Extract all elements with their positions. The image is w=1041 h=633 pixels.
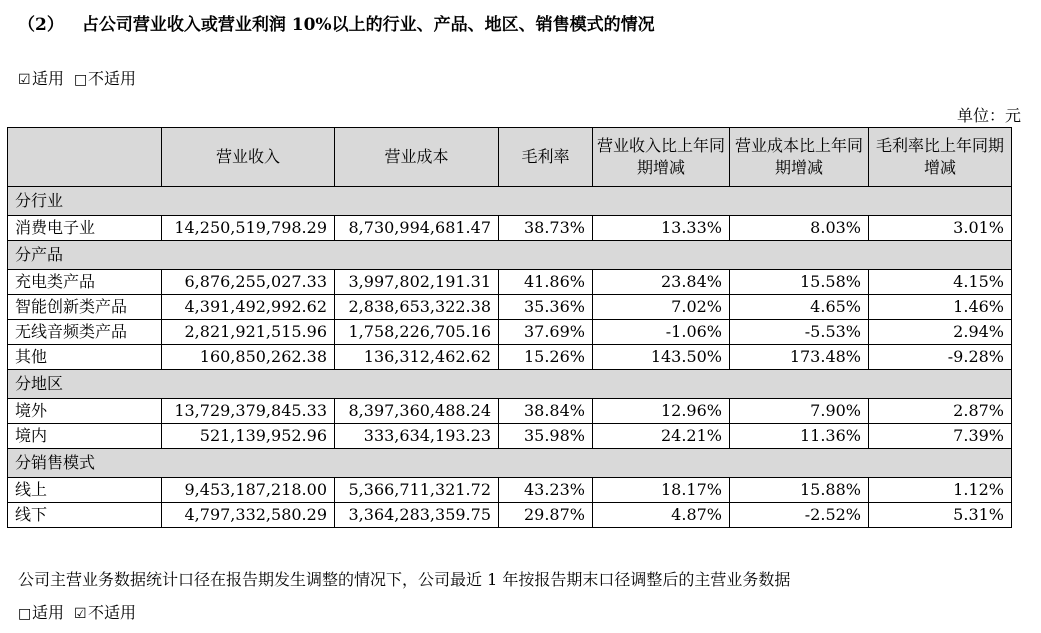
table-cell: -5.53% xyxy=(730,320,869,345)
table-cell: 13,729,379,845.33 xyxy=(162,399,335,424)
table-cell: 5,366,711,321.72 xyxy=(335,478,499,503)
column-header: 营业收入 xyxy=(162,128,335,187)
table-cell: 7.39% xyxy=(869,424,1012,449)
table-cell: 14,250,519,798.29 xyxy=(162,216,335,241)
table-cell: 1.46% xyxy=(869,295,1012,320)
table-cell: 11.36% xyxy=(730,424,869,449)
table-cell: 8,397,360,488.24 xyxy=(335,399,499,424)
table-cell: 1.12% xyxy=(869,478,1012,503)
column-header: 营业成本 xyxy=(335,128,499,187)
column-header: 毛利率比上年同期增减 xyxy=(869,128,1012,187)
table-cell: 38.84% xyxy=(499,399,593,424)
table-cell: -1.06% xyxy=(593,320,730,345)
table-cell: 4.65% xyxy=(730,295,869,320)
applicability-bottom xyxy=(18,600,146,623)
table-row xyxy=(8,478,1012,503)
row-label: 无线音频类产品 xyxy=(8,320,162,345)
table-cell: 13.33% xyxy=(593,216,730,241)
footnote-text: 公司主营业务数据统计口径在报告期发生调整的情况下，公司最近 1 年按报告期末口径调整后的主营业务数据 xyxy=(18,570,791,589)
table-cell: 2,838,653,322.38 xyxy=(335,295,499,320)
row-label: 充电类产品 xyxy=(8,270,162,295)
table-cell: 5.31% xyxy=(869,503,1012,528)
applicable-label: 适用 xyxy=(32,69,65,88)
table-cell: 7.02% xyxy=(593,295,730,320)
row-label: 境内 xyxy=(8,424,162,449)
table-cell: 7.90% xyxy=(730,399,869,424)
section-title: 分产品 xyxy=(8,241,1012,270)
table-row xyxy=(8,503,1012,528)
unchecked-box-icon[interactable]: □ xyxy=(18,606,32,622)
table-cell: 43.23% xyxy=(499,478,593,503)
table-cell: -2.52% xyxy=(730,503,869,528)
unchecked-box-icon[interactable]: □ xyxy=(74,72,88,88)
column-header: 营业成本比上年同期增减 xyxy=(730,128,869,187)
section-title: 分销售模式 xyxy=(8,449,1012,478)
section-title: 分地区 xyxy=(8,370,1012,399)
table-row xyxy=(8,295,1012,320)
table-row xyxy=(8,320,1012,345)
section-row xyxy=(8,449,1012,478)
row-label: 消费电子业 xyxy=(8,216,162,241)
table-row xyxy=(8,216,1012,241)
column-header: 营业收入比上年同期增减 xyxy=(593,128,730,187)
table-cell: 24.21% xyxy=(593,424,730,449)
section-number: （2） xyxy=(18,15,64,35)
not-applicable-label: 不适用 xyxy=(88,69,137,88)
table-row xyxy=(8,424,1012,449)
table-cell: 9,453,187,218.00 xyxy=(162,478,335,503)
row-label: 智能创新类产品 xyxy=(8,295,162,320)
table-cell: 41.86% xyxy=(499,270,593,295)
applicability-top xyxy=(18,66,146,89)
table-cell: 8.03% xyxy=(730,216,869,241)
table-cell: 38.73% xyxy=(499,216,593,241)
section-row xyxy=(8,241,1012,270)
table-cell: 136,312,462.62 xyxy=(335,345,499,370)
table-cell: 3,364,283,359.75 xyxy=(335,503,499,528)
table-row xyxy=(8,345,1012,370)
section-row xyxy=(8,187,1012,216)
table-cell: 37.69% xyxy=(499,320,593,345)
table-cell: 35.36% xyxy=(499,295,593,320)
table-cell: 2.94% xyxy=(869,320,1012,345)
table-cell: 6,876,255,027.33 xyxy=(162,270,335,295)
table-cell: 4,391,492,992.62 xyxy=(162,295,335,320)
table-cell: 4,797,332,580.29 xyxy=(162,503,335,528)
table-cell: 8,730,994,681.47 xyxy=(335,216,499,241)
revenue-breakdown-table xyxy=(7,127,1012,528)
column-header: 毛利率 xyxy=(499,128,593,187)
table-cell: 3,997,802,191.31 xyxy=(335,270,499,295)
table-cell: 15.58% xyxy=(730,270,869,295)
table-cell: 143.50% xyxy=(593,345,730,370)
section-title: 分行业 xyxy=(8,187,1012,216)
table-cell: 15.88% xyxy=(730,478,869,503)
table-cell: 1,758,226,705.16 xyxy=(335,320,499,345)
checked-box-icon[interactable]: ☑ xyxy=(74,606,87,622)
table-cell: 35.98% xyxy=(499,424,593,449)
row-label: 线下 xyxy=(8,503,162,528)
table-cell: 2,821,921,515.96 xyxy=(162,320,335,345)
table-cell: 521,139,952.96 xyxy=(162,424,335,449)
checked-box-icon[interactable]: ☑ xyxy=(18,72,31,88)
applicable-label: 适用 xyxy=(32,603,65,622)
section-row xyxy=(8,370,1012,399)
not-applicable-label: 不适用 xyxy=(88,603,137,622)
table-cell: 23.84% xyxy=(593,270,730,295)
table-header-row xyxy=(8,128,1012,187)
table-cell: 160,850,262.38 xyxy=(162,345,335,370)
row-label: 其他 xyxy=(8,345,162,370)
section-heading xyxy=(18,10,655,35)
row-label: 境外 xyxy=(8,399,162,424)
section-title: 占公司营业收入或营业利润 10%以上的行业、产品、地区、销售模式的情况 xyxy=(81,15,655,35)
unit-label: 单位：元 xyxy=(956,106,1021,125)
column-header xyxy=(8,128,162,187)
table-cell: 15.26% xyxy=(499,345,593,370)
table-cell: 4.87% xyxy=(593,503,730,528)
table-row xyxy=(8,270,1012,295)
table-cell: 29.87% xyxy=(499,503,593,528)
table-cell: 3.01% xyxy=(869,216,1012,241)
table-cell: 2.87% xyxy=(869,399,1012,424)
table-cell: 333,634,193.23 xyxy=(335,424,499,449)
table-cell: 4.15% xyxy=(869,270,1012,295)
table-cell: -9.28% xyxy=(869,345,1012,370)
table-cell: 173.48% xyxy=(730,345,869,370)
table-cell: 18.17% xyxy=(593,478,730,503)
table-cell: 12.96% xyxy=(593,399,730,424)
row-label: 线上 xyxy=(8,478,162,503)
table-row xyxy=(8,399,1012,424)
